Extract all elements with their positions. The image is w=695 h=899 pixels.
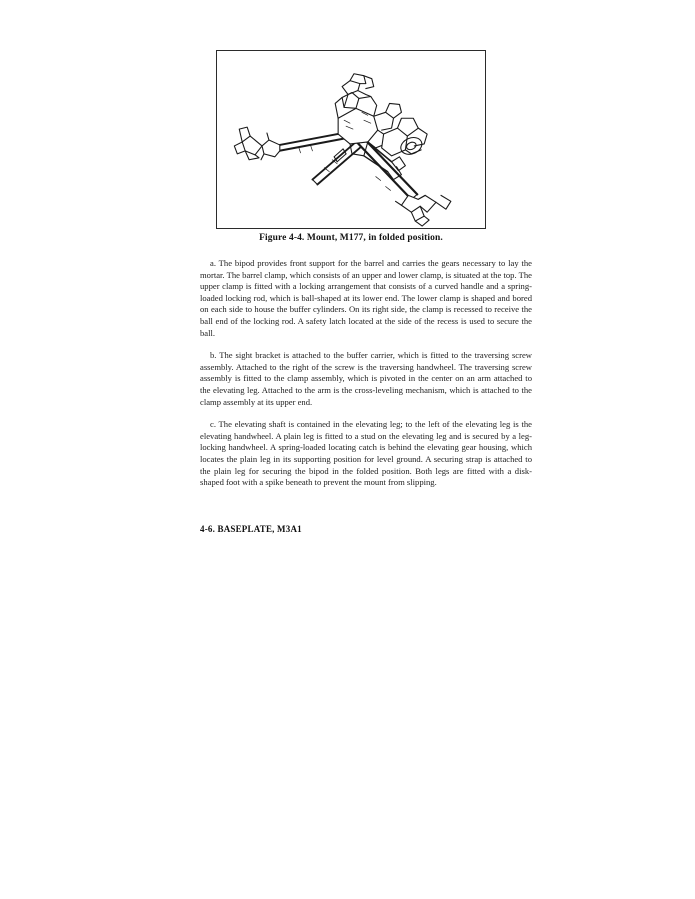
section-heading: 4-6. BASEPLATE, M3A1 (200, 524, 302, 534)
body-text-column (200, 258, 532, 500)
paragraph-a: a. The bipod provides front support for the barrel and carries the gears necessary to lay the mortar. The barrel clamp, which consists of an upper and lower clamp, is situated at the top. The upper clamp is fitted with a locking arrangement that consists of a curved handle and a spring-loaded locking rod, which is ball-shaped at its lower end. The lower clamp is shaped and bored on each side to house the buffer cylinders. On its right side, the clamp is recessed to receive the ball end of the locking rod. A safety latch located at the side of the recess is used to secure the ball. (200, 258, 532, 338)
mortar-mount-m177-line-drawing (217, 51, 485, 228)
paragraph-c: c. The elevating shaft is contained in the elevating leg; to the left of the elevating leg is the elevating handwheel. A plain leg is fitted to a stud on the elevating leg and is secured by a leg-locking handwheel. A spring-loaded locating catch is behind the elevating gear housing, which locates the plain leg in its supporting position for level ground. A securing strap is attached to the plain leg for securing the bipod in the folded position. Both legs are fitted with a disk-shaped foot with a spike beneath to prevent the mount from slipping. (200, 419, 532, 488)
paragraph-b: b. The sight bracket is attached to the buffer carrier, which is fitted to the traversing screw assembly. Attached to the right of the screw is the traversing handwheel. The traversing screw assembly is fitted to the clamp assembly, which is pivoted in the center on an arm attached to the elevating leg. Attached to the arm is the cross-leveling mechanism, which is attached to the clamp assembly at its upper end. (200, 350, 532, 407)
figure-frame (216, 50, 486, 229)
figure-caption: Figure 4-4. Mount, M177, in folded position. (259, 233, 443, 243)
